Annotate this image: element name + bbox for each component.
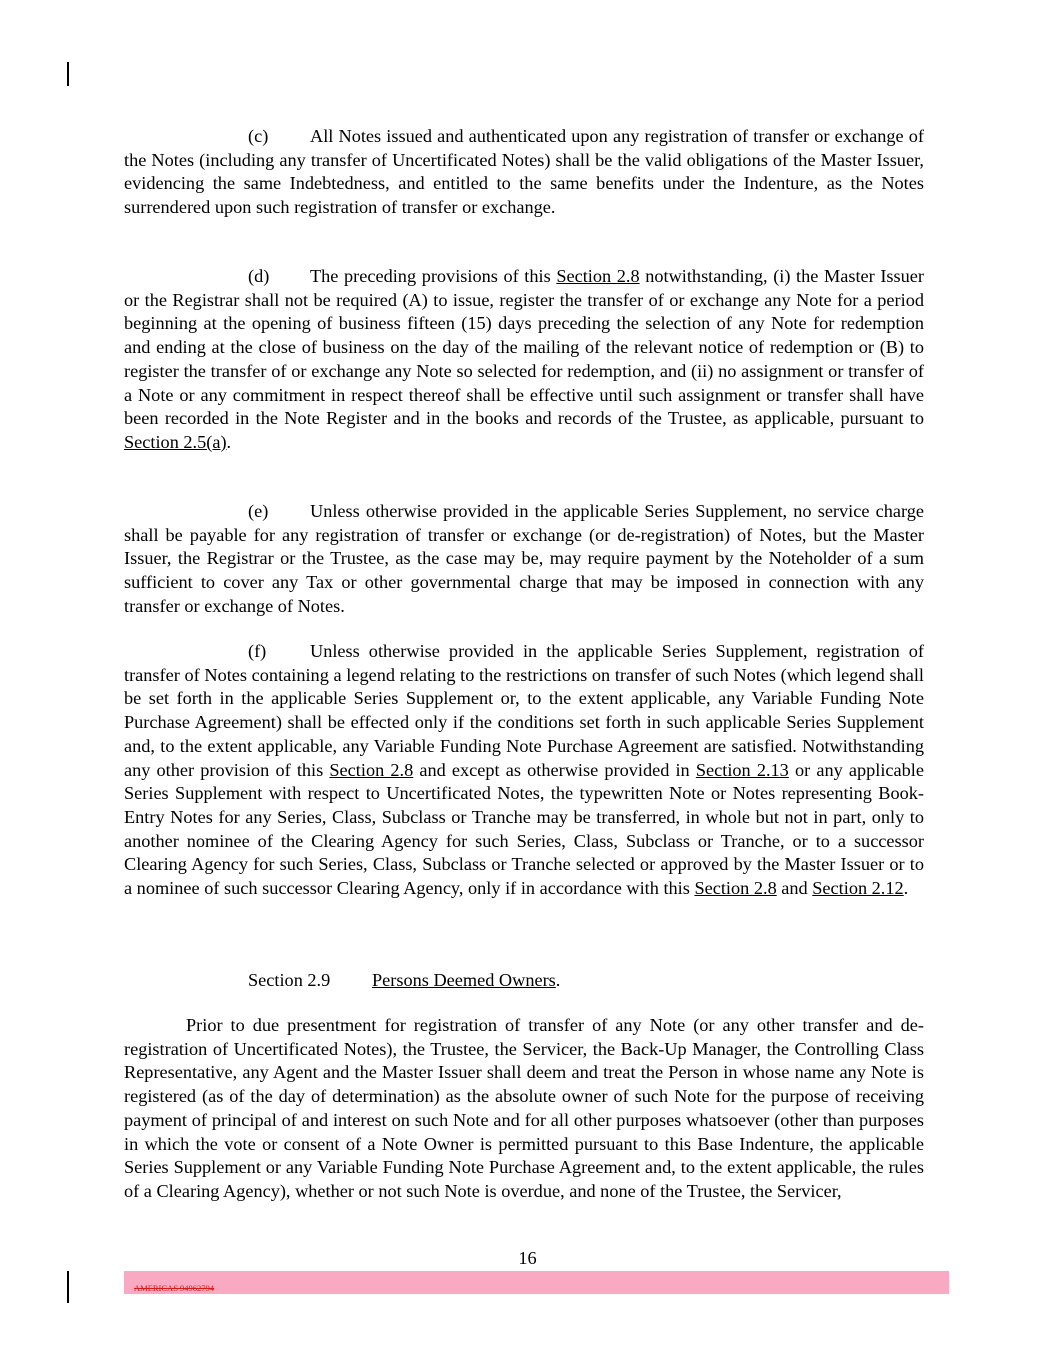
- change-bar-bottom: [67, 1271, 69, 1303]
- paragraph-c-label: (c): [248, 126, 269, 146]
- paragraph-f-text-3: or any applicable Series Supplement with respect to Uncertificated Notes, the typewritten Note or Notes representing Book-Entry Notes for any Series, Class, Subclass or Tranche may be transferred, in whole but not in part, only to another nominee of the Clearing Agency for such Series, Class, Subclass or Tranche, or to a successor Clearing Agency for such Series, Class, Subclass or Tranche selected or approved by the Master Issuer or to a nominee of such successor Clearing Agency, only if in accordance with this: [124, 759, 924, 899]
- paragraph-d-text-1: The preceding provisions of this: [310, 266, 557, 286]
- paragraph-f-text-1: Unless otherwise provided in the applicable Series Supplement, registration of transfer of Notes containing a legend relating to the restrictions on transfer of such Notes (which legend shall be set forth in the applicable Series Supplement or, to the extent applicable, any Variable Funding Note Purchase Agreement) shall be effected only if the conditions set forth in such applicable Series Supplement and, to the extent applicable, any Variable Funding Note Purchase Agreement are satisfied. Notwithstanding any other provision of this: [124, 641, 924, 780]
- section-body: [124, 1014, 924, 1204]
- change-bar-top: [67, 62, 69, 86]
- section-2-8-reference[interactable]: Section 2.8: [329, 759, 414, 780]
- section-number: Section 2.9: [248, 970, 331, 990]
- paragraph-e: [124, 500, 924, 619]
- paragraph-f: [124, 640, 924, 901]
- paragraph-d: [124, 265, 924, 455]
- paragraph-f-text-4: and: [776, 878, 813, 899]
- paragraph-f-text-5: .: [903, 878, 909, 899]
- page-number: 16: [518, 1248, 537, 1268]
- paragraph-f-label: (f): [248, 641, 267, 661]
- paragraph-d-label: (d): [248, 266, 270, 286]
- section-2-5a-reference[interactable]: Section 2.5(a): [124, 431, 227, 452]
- paragraph-c-text: All Notes issued and authenticated upon any registration of transfer or exchange of the Notes (including any transfer of Uncertificated Notes) shall be the valid obligations of the Master Issuer, evidencing the same Indebtedness, and entitled to the same benefits under the Indenture, as the Notes surrendered upon such registration of transfer or exchange.: [124, 126, 924, 218]
- paragraph-d-text-2: notwithstanding, (i) the Master Issuer or the Registrar shall not be required (A) to issue, register the transfer of or exchange any Note for a period beginning at the opening of business fifteen (15) days preceding the selection of any Note for redemption and ending at the close of business on the day of the mailing of the relevant notice of redemption or (B) to register the transfer of or exchange any Note so selected for redemption, and (ii) no assignment or transfer of a Note or any commitment in respect thereof shall be effective until such assignment or transfer shall have been recorded in the Note Register and in the books and records of the Trustee, as applicable, pursuant to: [124, 266, 924, 429]
- section-title-suffix: .: [555, 970, 561, 990]
- section-heading: [248, 969, 560, 993]
- footer-highlight: [124, 1271, 949, 1294]
- paragraph-f-text-2: and except as otherwise provided in: [413, 759, 696, 780]
- paragraph-c: [124, 125, 924, 220]
- document-id: AMERICAS 94962794: [134, 1283, 215, 1293]
- section-2-12-reference[interactable]: Section 2.12: [812, 878, 904, 899]
- paragraph-d-text-3: .: [226, 431, 232, 452]
- paragraph-e-text: Unless otherwise provided in the applicable Series Supplement, no service charge shall be payable for any registration of transfer or exchange (or de-registration) of Notes, but the Master Issuer, the Registrar or the Trustee, as the case may be, may require payment by the Noteholder of a sum sufficient to cover any Tax or other governmental charge that may be imposed in connection with any transfer or exchange of Notes.: [124, 501, 924, 616]
- section-title: Persons Deemed Owners: [372, 970, 556, 990]
- section-2-13-reference[interactable]: Section 2.13: [695, 759, 789, 780]
- section-2-8-reference[interactable]: Section 2.8: [556, 266, 640, 286]
- paragraph-e-label: (e): [248, 501, 269, 521]
- section-body-text: Prior to due presentment for registration of transfer of any Note (or any other transfer and de-registration of Uncertificated Notes), the Trustee, the Servicer, the Back-Up Manager, the Controlling Class Representative, any Agent and the Master Issuer shall deem and treat the Person in whose name any Note is registered (as of the day of determination) as the absolute owner of such Note for the purpose of receiving payment of principal of and interest on such Note and for all other purposes whatsoever (other than purposes in which the vote or consent of a Note Owner is permitted pursuant to this Base Indenture, the applicable Series Supplement or any Variable Funding Note Purchase Agreement and, to the extent applicable, the rules of a Clearing Agency), whether or not such Note is overdue, and none of the Trustee, the Servicer,: [124, 1015, 924, 1201]
- section-2-8-reference[interactable]: Section 2.8: [694, 878, 777, 899]
